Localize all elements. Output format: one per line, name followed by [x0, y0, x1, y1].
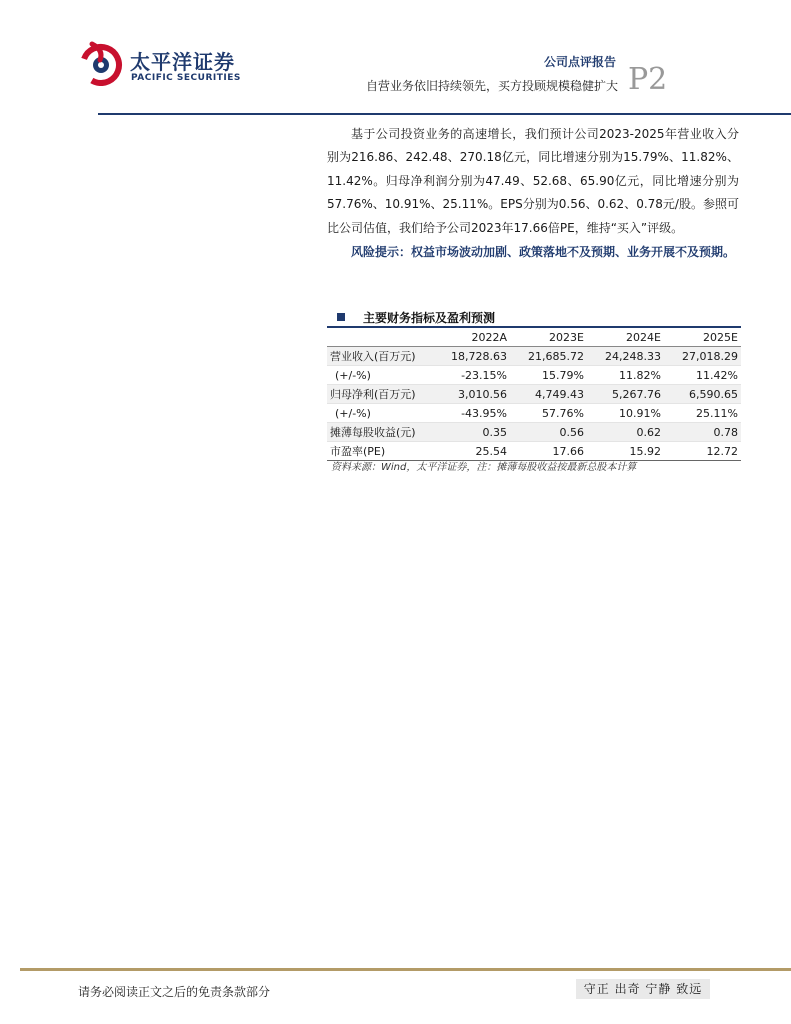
table-cell: 17.66	[510, 442, 587, 461]
table-cell: 3,010.56	[435, 385, 510, 404]
table-row	[327, 404, 741, 423]
table-row	[327, 366, 741, 385]
table-cell: 6,590.65	[664, 385, 741, 404]
forecast-paragraph: 基于公司投资业务的高速增长，我们预计公司2023-2025年营业收入分别为216.86、242.48、270.18亿元，同比增速分别为15.79%、11.82%、11.42%。归母净利润分别为47.49、52.68、65.90亿元，同比增速分别为57.76%、10.91%、25.11%。EPS分别为0.56、0.62、0.78元/股。参照可比公司估值，我们给予公司2023年17.66倍PE，维持“买入”评级。	[327, 127, 739, 235]
footer-disclaimer: 请务必阅读正文之后的免责条款部分	[78, 985, 271, 999]
table-cell: 24,248.33	[587, 347, 664, 366]
square-bullet-icon	[337, 313, 345, 321]
table-cell: 0.35	[435, 423, 510, 442]
pacific-logo-icon	[78, 40, 124, 86]
table-title: 主要财务指标及盈利预测	[363, 311, 496, 325]
header-cell-2022a: 2022A	[435, 328, 510, 347]
header-cell-2023e: 2023E	[510, 328, 587, 347]
financial-forecast-table	[327, 328, 741, 461]
risk-warning: 风险提示：权益市场波动加剧、政策落地不及预期、业务开展不及预期。	[351, 245, 736, 260]
table-cell: 15.92	[587, 442, 664, 461]
table-cell: 5,267.76	[587, 385, 664, 404]
table-source-note: 资料来源：Wind，太平洋证券，注：摊薄每股收益按最新总股本计算	[331, 462, 637, 473]
table-cell: 27,018.29	[664, 347, 741, 366]
table-cell: 4,749.43	[510, 385, 587, 404]
table-cell: 11.42%	[664, 366, 741, 385]
header-divider	[98, 113, 791, 115]
table-cell: 18,728.63	[435, 347, 510, 366]
table-row	[327, 347, 741, 366]
table-title-bar	[327, 309, 741, 327]
table-row	[327, 423, 741, 442]
page-number: P2	[628, 62, 668, 97]
company-logo	[78, 40, 318, 90]
table-cell: 15.79%	[510, 366, 587, 385]
row-label: (+/-%)	[327, 366, 435, 385]
table-cell: -23.15%	[435, 366, 510, 385]
table-cell: 0.78	[664, 423, 741, 442]
table-cell: 25.11%	[664, 404, 741, 423]
table-cell: 10.91%	[587, 404, 664, 423]
row-label: 营业收入(百万元)	[327, 347, 435, 366]
table-cell: 12.72	[664, 442, 741, 461]
table-cell: 25.54	[435, 442, 510, 461]
table-cell: 0.62	[587, 423, 664, 442]
table-row	[327, 385, 741, 404]
row-label: 摊薄每股收益(元)	[327, 423, 435, 442]
table-cell: 21,685.72	[510, 347, 587, 366]
logo-chinese-name: 太平洋证券	[130, 50, 235, 74]
header-cell-2024e: 2024E	[587, 328, 664, 347]
footer-divider	[20, 968, 791, 971]
row-label: 归母净利(百万元)	[327, 385, 435, 404]
report-title: 自营业务依旧持续领先，买方投顾规模稳健扩大	[365, 79, 618, 93]
body-content	[327, 123, 739, 264]
header-cell-2025e: 2025E	[664, 328, 741, 347]
table-header-row	[327, 328, 741, 347]
table-cell: 11.82%	[587, 366, 664, 385]
footer-motto: 守正 出奇 宁静 致远	[576, 979, 710, 999]
table-cell: 57.76%	[510, 404, 587, 423]
report-type: 公司点评报告	[543, 55, 616, 69]
table-cell: 0.56	[510, 423, 587, 442]
row-label: 市盈率(PE)	[327, 442, 435, 461]
logo-english-name: PACIFIC SECURITIES	[131, 73, 241, 83]
header-cell	[327, 328, 435, 347]
row-label: (+/-%)	[327, 404, 435, 423]
table-cell: -43.95%	[435, 404, 510, 423]
